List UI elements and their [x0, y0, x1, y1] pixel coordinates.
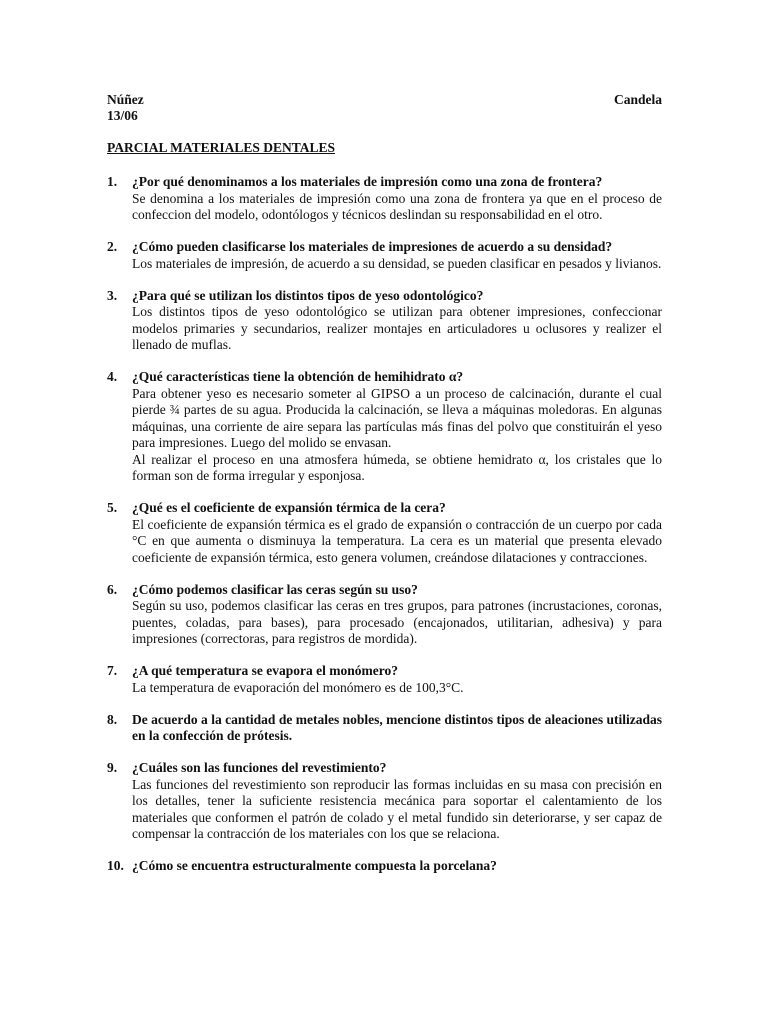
answer-text-continued: Al realizar el proceso en una atmosfera húmeda, se obtiene hemidrato α, los cristales que lo forman son de forma irregular y esponjosa.: [132, 451, 662, 483]
question-item: [107, 712, 662, 745]
question-item: [107, 239, 662, 272]
answer-text: La temperatura de evaporación del monómero es de 100,3°C.: [132, 679, 464, 695]
question-item: [107, 858, 662, 875]
question-number: 8.: [107, 711, 118, 727]
answer-text: Las funciones del revestimiento son reproducir las formas incluidas en su masa con precisión en los detalles, tener la suficiente resistencia mecánica para soportar el calentamiento de los materiales que conformen el patrón de colado y el metal fundido sin deteriorarse, y ser capaz de compensar la contracción de los materiales con los que se relaciona.: [132, 776, 662, 841]
question-list: [107, 174, 662, 890]
question-text: De acuerdo a la cantidad de metales nobles, mencione distintos tipos de aleaciones utilizadas en la confección de prótesis.: [132, 711, 662, 743]
question-number: 10.: [107, 858, 124, 873]
exam-date: 13/06: [107, 108, 138, 123]
student-firstname: Candela: [613, 92, 662, 107]
question-text: ¿Qué características tiene la obtención de hemihidrato α?: [132, 369, 464, 384]
question-number: 2.: [107, 239, 118, 254]
answer-text: El coeficiente de expansión térmica es el grado de expansión o contracción de un cuerpo por cada °C en que aumenta o disminuya la temperatura. La cera es un material que presenta elevado coeficiente de expansión térmica, esto genera volumen, creándose dilataciones y contracciones.: [132, 516, 662, 565]
question-number: 5.: [107, 500, 118, 515]
question-item: [107, 174, 662, 224]
question-number: 7.: [107, 663, 118, 678]
question-item: [107, 500, 662, 566]
question-number: 4.: [107, 369, 118, 384]
question-number: 9.: [107, 760, 118, 775]
question-text: ¿Cuáles son las funciones del revestimiento?: [132, 760, 387, 775]
question-item: [107, 369, 662, 485]
question-text: ¿Por qué denominamos a los materiales de impresión como una zona de frontera?: [132, 174, 603, 189]
question-item: [107, 582, 662, 648]
answer-text: Los materiales de impresión, de acuerdo a su densidad, se pueden clasificar en pesados y livianos.: [132, 255, 662, 271]
question-item: [107, 288, 662, 354]
student-surname: Núñez: [107, 92, 144, 107]
question-number: 6.: [107, 581, 118, 597]
question-item: [107, 663, 662, 696]
answer-text: Para obtener yeso es necesario someter al GIPSO a un proceso de calcinación, durante el cual pierde ¾ partes de su agua. Producida la calcinación, se lleva a máquinas moledoras. En algunas máquinas, una corriente de aire separa las partículas más finas del polvo que constituirán el yeso para impresiones. Luego del molido se envasan.: [132, 385, 662, 450]
header-row: [107, 92, 662, 110]
question-text: ¿Cómo pueden clasificarse los materiales de impresiones de acuerdo a su densidad?: [132, 239, 613, 254]
question-number: 3.: [107, 287, 118, 303]
answer-text: Según su uso, podemos clasificar las ceras en tres grupos, para patrones (incrustaciones, coronas, puentes, coladas, para bases), para procesado (encajonados, utilitarian, adhesiva) y para impresiones (correctoras, para registros de mordida).: [132, 598, 662, 646]
question-text: ¿Para qué se utilizan los distintos tipos de yeso odontológico?: [132, 287, 484, 303]
question-item: [107, 760, 662, 843]
question-text: ¿A qué temperatura se evapora el monómero?: [132, 663, 398, 678]
question-number: 1.: [107, 174, 118, 189]
question-text: ¿Cómo se encuentra estructuralmente compuesta la porcelana?: [132, 858, 497, 873]
answer-text: Se denomina a los materiales de impresión como una zona de frontera ya que en el proceso de confeccion del modelo, odontólogos y técnicos deslindan su responsabilidad en el otro.: [132, 190, 662, 222]
answer-text: Los distintos tipos de yeso odontológico se utilizan para obtener impresiones, confeccionar modelos primaries y secundarios, realizer montajes en articuladores u oclusores y realizer el llenado de muflas.: [132, 304, 662, 352]
document-title: PARCIAL MATERIALES DENTALES: [107, 140, 336, 155]
question-text: ¿Cómo podemos clasificar las ceras según su uso?: [132, 581, 418, 597]
question-text: ¿Qué es el coeficiente de expansión térmica de la cera?: [132, 500, 446, 515]
